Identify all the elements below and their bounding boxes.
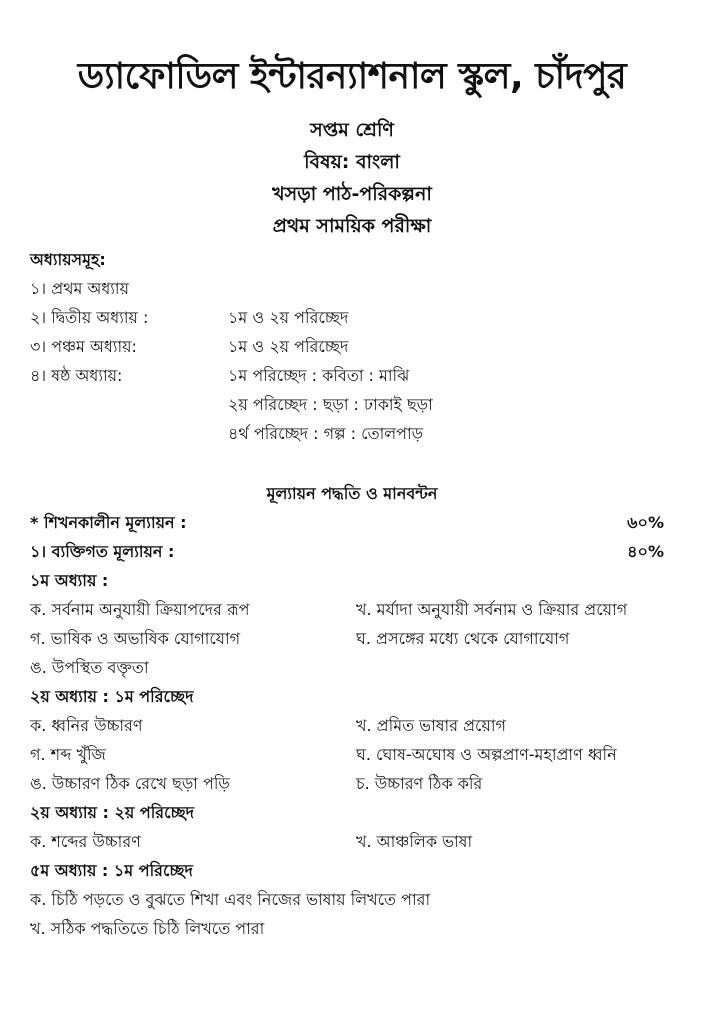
chapter-row-label: ৪। ষষ্ঠ অধ্যায়: <box>30 366 123 385</box>
section-heading: ২য় অধ্যায় : ২য় পরিচ্ছেদ <box>30 803 195 822</box>
plan-title: খসড়া পাঠ-পরিকল্পনা <box>272 183 432 205</box>
list-item: খ. প্রমিত ভাষার প্রয়োগ <box>356 716 507 735</box>
chapter-row-detail: ১ম ও ২য় পরিচ্ছেদ <box>228 308 349 327</box>
chapter-row-detail: ১ম পরিচ্ছেদ : কবিতা : মাঝি <box>228 366 410 385</box>
list-item: ক. শব্দের উচ্চারণ <box>30 832 141 851</box>
section-heading: ২য় অধ্যায় : ১ম পরিচ্ছেদ <box>30 687 194 706</box>
list-item: ক. চিঠি পড়তে ও বুঝতে শিখা এবং নিজের ভাষায় লিখতে পারা <box>30 890 431 909</box>
list-item: ঙ. উপস্থিত বক্তৃতা <box>30 658 149 677</box>
section-heading: ৫ম অধ্যায় : ১ম পরিচ্ছেদ <box>30 861 193 880</box>
chapter-row-detail: ১ম ও ২য় পরিচ্ছেদ <box>228 337 349 356</box>
evaluation-title: মূল্যায়ন পদ্ধতি ও মানবন্টন <box>266 484 438 503</box>
chapter-row-label: ৩। পঞ্চম অধ্যায়: <box>30 337 137 356</box>
list-item: চ. উচ্চারণ ঠিক করি <box>356 774 483 793</box>
list-item: গ. শব্দ খুঁজি <box>30 745 106 764</box>
formative-label: * শিখনকালীন মূল্যায়ন : <box>30 513 187 532</box>
class-name: সপ্তম শ্রেণি <box>310 119 394 141</box>
list-item: খ. আঞ্চলিক ভাষা <box>356 832 473 851</box>
list-item: ঘ. ঘোষ-অঘোষ ও অল্পপ্রাণ-মহাপ্রাণ ধ্বনি <box>356 745 617 764</box>
chapter-extra-line: ৪র্থ পরিচ্ছেদ : গল্প : তোলপাড় <box>228 424 424 443</box>
chapter-extra-line: ২য় পরিচ্ছেদ : ছড়া : ঢাকাই ছড়া <box>228 395 433 414</box>
chapter-row-label: ২। দ্বিতীয় অধ্যায় : <box>30 308 149 327</box>
list-item: ঘ. প্রসঙ্গের মধ্যে থেকে যোগাযোগ <box>356 629 570 648</box>
list-item: খ. সঠিক পদ্ধতিতে চিঠি লিখতে পারা <box>30 919 265 938</box>
subject-line: বিষয়: বাংলা <box>304 151 400 173</box>
individual-label: ১। ব্যক্তিগত মূল্যায়ন : <box>30 542 175 561</box>
section-heading: ১ম অধ্যায় : <box>30 571 109 590</box>
chapter-row-label: ১। প্রথম অধ্যায় <box>30 279 129 298</box>
exam-title: প্রথম সাময়িক পরীক্ষা <box>272 215 432 237</box>
list-item: খ. মর্যাদা অনুযায়ী সর্বনাম ও ক্রিয়ার প্রয়োগ <box>356 600 628 619</box>
school-name: ড্যাফোডিল ইন্টারন্যাশনাল স্কুল, চাঁদপুর <box>77 56 627 97</box>
individual-value: ৪০% <box>627 542 664 561</box>
list-item: গ. ভাষিক ও অভাষিক যোগাযোগ <box>30 629 241 648</box>
formative-value: ৬০% <box>627 513 664 532</box>
chapters-heading: অধ্যায়সমূহ: <box>30 250 106 269</box>
list-item: ঙ. উচ্চারণ ঠিক রেখে ছড়া পড়ি <box>30 774 230 793</box>
list-item: ক. ধ্বনির উচ্চারণ <box>30 716 143 735</box>
list-item: ক. সর্বনাম অনুযায়ী ক্রিয়াপদের রূপ <box>30 600 250 619</box>
